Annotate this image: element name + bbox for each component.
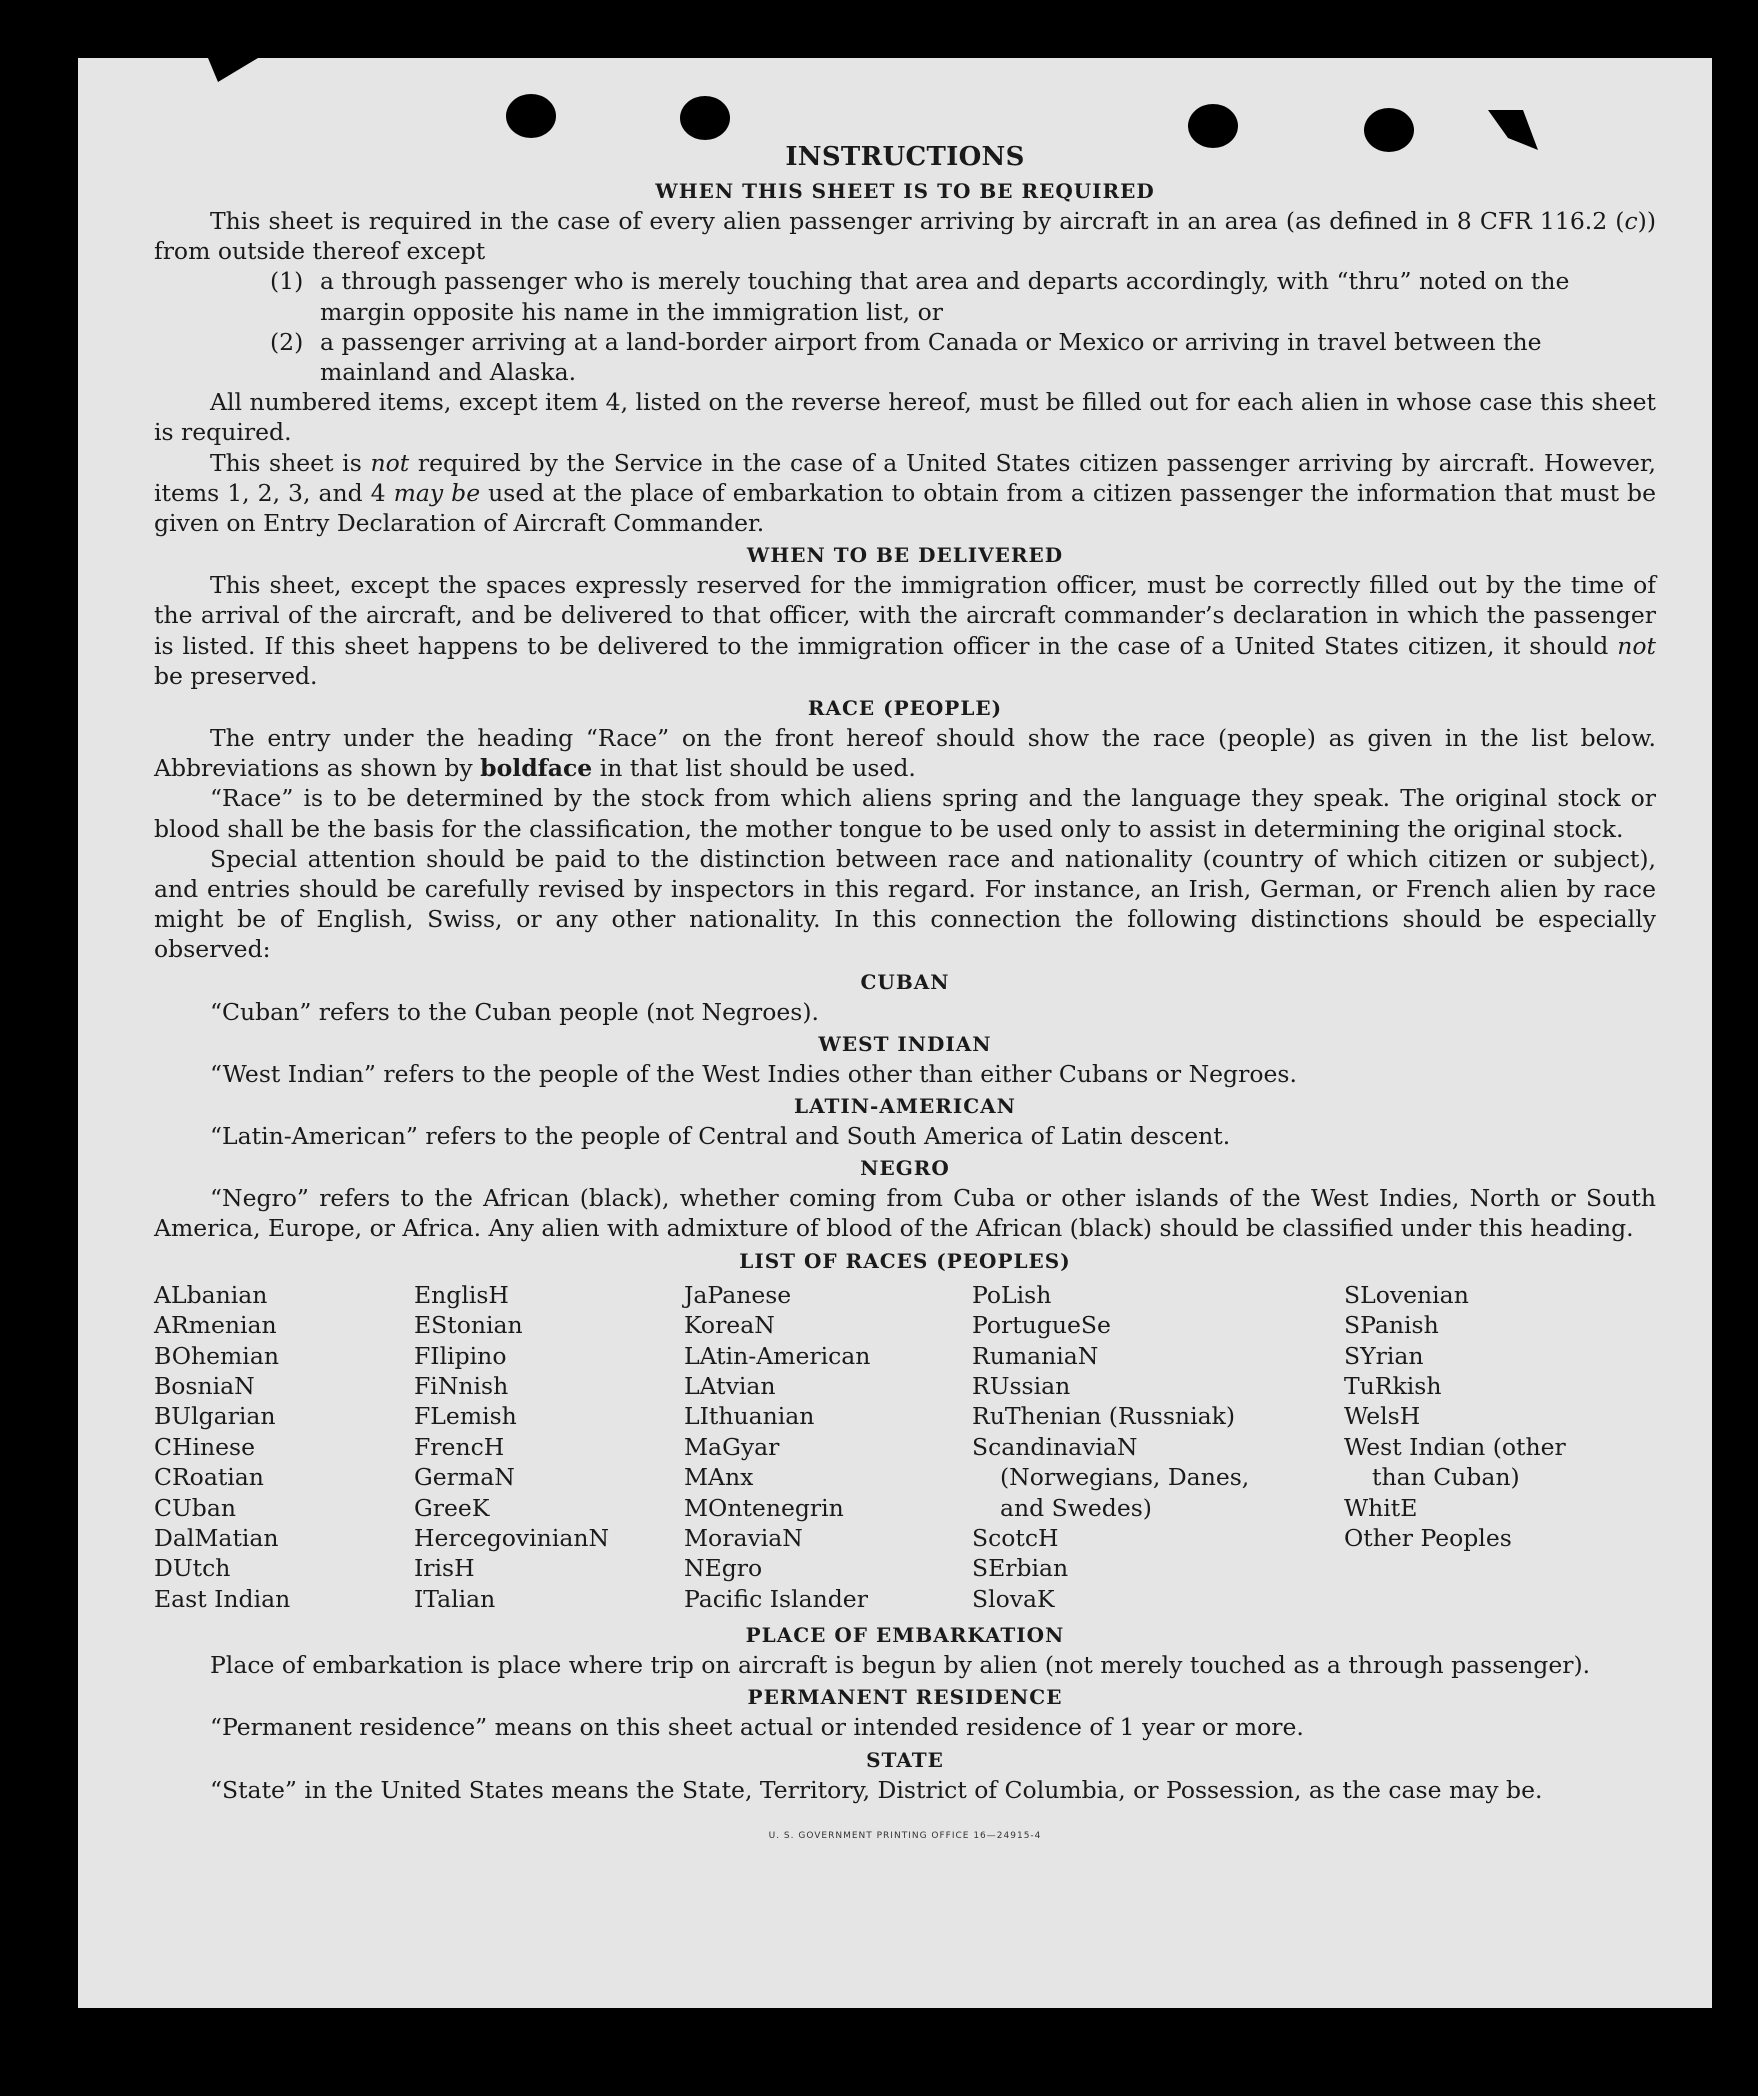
race-item: NEgro bbox=[684, 1554, 763, 1583]
torn-edge bbox=[208, 58, 258, 82]
punch-hole bbox=[680, 96, 730, 140]
race-item: ITalian bbox=[414, 1584, 496, 1613]
race-item: LIthuanian bbox=[684, 1402, 815, 1431]
punch-hole bbox=[1364, 108, 1414, 152]
race-item: MaGyar bbox=[684, 1432, 780, 1461]
race-item: LAtvian bbox=[684, 1371, 776, 1400]
heading-permanent-residence: PERMANENT RESIDENCE bbox=[747, 1685, 1063, 1710]
race-item: WhitE bbox=[1344, 1493, 1418, 1522]
race-item: EStonian bbox=[414, 1311, 523, 1340]
paragraph: “State” in the United States means the State, Territory, District of Columbia, or Possession, as the case may be. bbox=[210, 1775, 1543, 1804]
race-item: SPanish bbox=[1344, 1311, 1439, 1340]
race-item: MoraviaN bbox=[684, 1523, 803, 1552]
race-item: GreeK bbox=[414, 1493, 490, 1522]
race-item: RumaniaN bbox=[972, 1341, 1099, 1370]
heading-west-indian: WEST INDIAN bbox=[818, 1031, 992, 1056]
race-item: KoreaN bbox=[684, 1311, 775, 1340]
race-column bbox=[154, 1280, 414, 1614]
paragraph: “Race” is to be determined by the stock from which aliens spring and the language they speak. The original stock or blood shall be the basis for the classification, the mother tongue to be used only to assist in determining the original stock. bbox=[154, 784, 1656, 843]
paragraph: All numbered items, except item 4, listed on the reverse hereof, must be filled out for each alien in whose case this sheet is required. bbox=[154, 388, 1656, 447]
heading-place-of-embarkation: PLACE OF EMBARKATION bbox=[745, 1623, 1065, 1648]
page-title: INSTRUCTIONS bbox=[785, 142, 1025, 172]
race-item: DUtch bbox=[154, 1554, 231, 1583]
race-item: PortugueSe bbox=[972, 1311, 1111, 1340]
race-item: ALbanian bbox=[154, 1280, 268, 1309]
paragraph: This sheet is required in the case of every alien passenger arriving by aircraft in an area (as defined in 8 CFR 116.2 (c)) from outside thereof except bbox=[154, 207, 1656, 266]
race-item: TuRkish bbox=[1344, 1371, 1442, 1400]
race-item: FLemish bbox=[414, 1402, 517, 1431]
paragraph: “Permanent residence” means on this sheet actual or intended residence of 1 year or more. bbox=[210, 1713, 1304, 1742]
race-item: BosniaN bbox=[154, 1371, 255, 1400]
race-item: LAtin-American bbox=[684, 1341, 871, 1370]
race-item: East Indian bbox=[154, 1584, 291, 1613]
race-item: West Indian (other than Cuban) bbox=[1344, 1432, 1566, 1492]
heading-when-required: WHEN THIS SHEET IS TO BE REQUIRED bbox=[655, 179, 1155, 203]
paragraph: This sheet is not required by the Service in the case of a United States citizen passenger arriving by aircraft. However, items 1, 2, 3, and 4 may be used at the place of embarkation to obtain from a citizen passenger the information that must be given on Entry Declaration of Aircraft Commander. bbox=[154, 448, 1657, 538]
race-item: PoLish bbox=[972, 1280, 1052, 1309]
race-item: Other Peoples bbox=[1344, 1523, 1512, 1552]
paragraph: Place of embarkation is place where trip on aircraft is begun by alien (not merely touched as a through passenger). bbox=[210, 1651, 1591, 1680]
race-item: ScotcH bbox=[972, 1523, 1059, 1552]
race-item: ScandinaviaN (Norwegians, Danes, and Swedes) bbox=[972, 1432, 1250, 1522]
race-item: MAnx bbox=[684, 1463, 754, 1492]
race-column bbox=[1344, 1280, 1604, 1614]
race-item: MOntenegrin bbox=[684, 1493, 844, 1522]
race-item: FiNnish bbox=[414, 1371, 509, 1400]
paragraph: “Cuban” refers to the Cuban people (not Negroes). bbox=[210, 997, 820, 1026]
race-item: RuThenian (Russniak) bbox=[972, 1402, 1235, 1431]
race-item: FIlipino bbox=[414, 1341, 507, 1370]
race-item: GermaN bbox=[414, 1463, 515, 1492]
race-item: ARmenian bbox=[154, 1311, 277, 1340]
race-list bbox=[154, 1280, 1656, 1614]
paragraph: “West Indian” refers to the people of the West Indies other than either Cubans or Negroes. bbox=[210, 1059, 1297, 1088]
punch-hole bbox=[1188, 104, 1238, 148]
heading-state: STATE bbox=[866, 1747, 944, 1772]
race-item: BOhemian bbox=[154, 1341, 279, 1370]
race-item: EnglisH bbox=[414, 1280, 509, 1309]
race-item: SYrian bbox=[1344, 1341, 1424, 1370]
printer-imprint: U. S. GOVERNMENT PRINTING OFFICE 16—24915-4 bbox=[768, 1830, 1042, 1841]
heading-list-of-races: LIST OF RACES (PEOPLES) bbox=[739, 1248, 1071, 1273]
race-item: CUban bbox=[154, 1493, 236, 1522]
race-item: SLovenian bbox=[1344, 1280, 1469, 1309]
paragraph: This sheet, except the spaces expressly reserved for the immigration officer, must be correctly filled out by the time of the arrival of the aircraft, and be delivered to that officer, with the aircraft commander’s declaration in which the passenger is listed. If this sheet happens to be delivered to the immigration officer in the case of a United States citizen, it should not be preserved. bbox=[154, 571, 1656, 690]
race-item: JaPanese bbox=[684, 1280, 792, 1309]
race-item: CHinese bbox=[154, 1432, 255, 1461]
document-page bbox=[78, 58, 1712, 2008]
race-item: HercegovinianN bbox=[414, 1523, 610, 1552]
race-item: FrencH bbox=[414, 1432, 505, 1461]
race-column bbox=[972, 1280, 1276, 1614]
race-item: IrisH bbox=[414, 1554, 475, 1583]
paragraph: Special attention should be paid to the distinction between race and nationality (country of which citizen or subject), and entries should be carefully revised by inspectors in this regard. For instance, an Irish, German, or French alien by race might be of English, Swiss, or any other nationality. In this connection the following distinctions should be especially observed: bbox=[154, 844, 1656, 964]
race-item: DalMatian bbox=[154, 1523, 279, 1552]
race-item: SErbian bbox=[972, 1554, 1069, 1583]
race-item: RUssian bbox=[972, 1371, 1071, 1400]
heading-negro: NEGRO bbox=[860, 1156, 950, 1181]
paragraph: “Negro” refers to the African (black), whether coming from Cuba or other islands of the West Indies, North or South America, Europe, or Africa. Any alien with admixture of blood of the African (black) should be classified under this heading. bbox=[154, 1184, 1656, 1243]
heading-cuban: CUBAN bbox=[860, 969, 950, 994]
paragraph: The entry under the heading “Race” on the front hereof should show the race (people) as given in the list below. Abbreviations as shown by boldface in that list should be used. bbox=[154, 724, 1656, 783]
race-item: Pacific Islander bbox=[684, 1584, 868, 1613]
race-column bbox=[684, 1280, 972, 1614]
heading-race: RACE (PEOPLE) bbox=[807, 696, 1003, 721]
paragraph: “Latin-American” refers to the people of Central and South America of Latin descent. bbox=[210, 1122, 1231, 1151]
race-item: BUlgarian bbox=[154, 1402, 276, 1431]
race-item: WelsH bbox=[1344, 1402, 1421, 1431]
heading-when-delivered: WHEN TO BE DELIVERED bbox=[746, 543, 1064, 568]
race-item: SlovaK bbox=[972, 1584, 1055, 1613]
heading-latin-american: LATIN-AMERICAN bbox=[794, 1094, 1016, 1119]
race-item: CRoatian bbox=[154, 1463, 264, 1492]
list-item: (2) a passenger arriving at a land-border airport from Canada or Mexico or arriving in travel between the mainland and Alaska. bbox=[270, 327, 1542, 387]
punch-hole bbox=[506, 94, 556, 138]
list-item: (1) a through passenger who is merely touching that area and departs accordingly, with “thru” noted on the margin opposite his name in the immigration list, or bbox=[270, 267, 1570, 326]
race-column bbox=[414, 1280, 684, 1614]
